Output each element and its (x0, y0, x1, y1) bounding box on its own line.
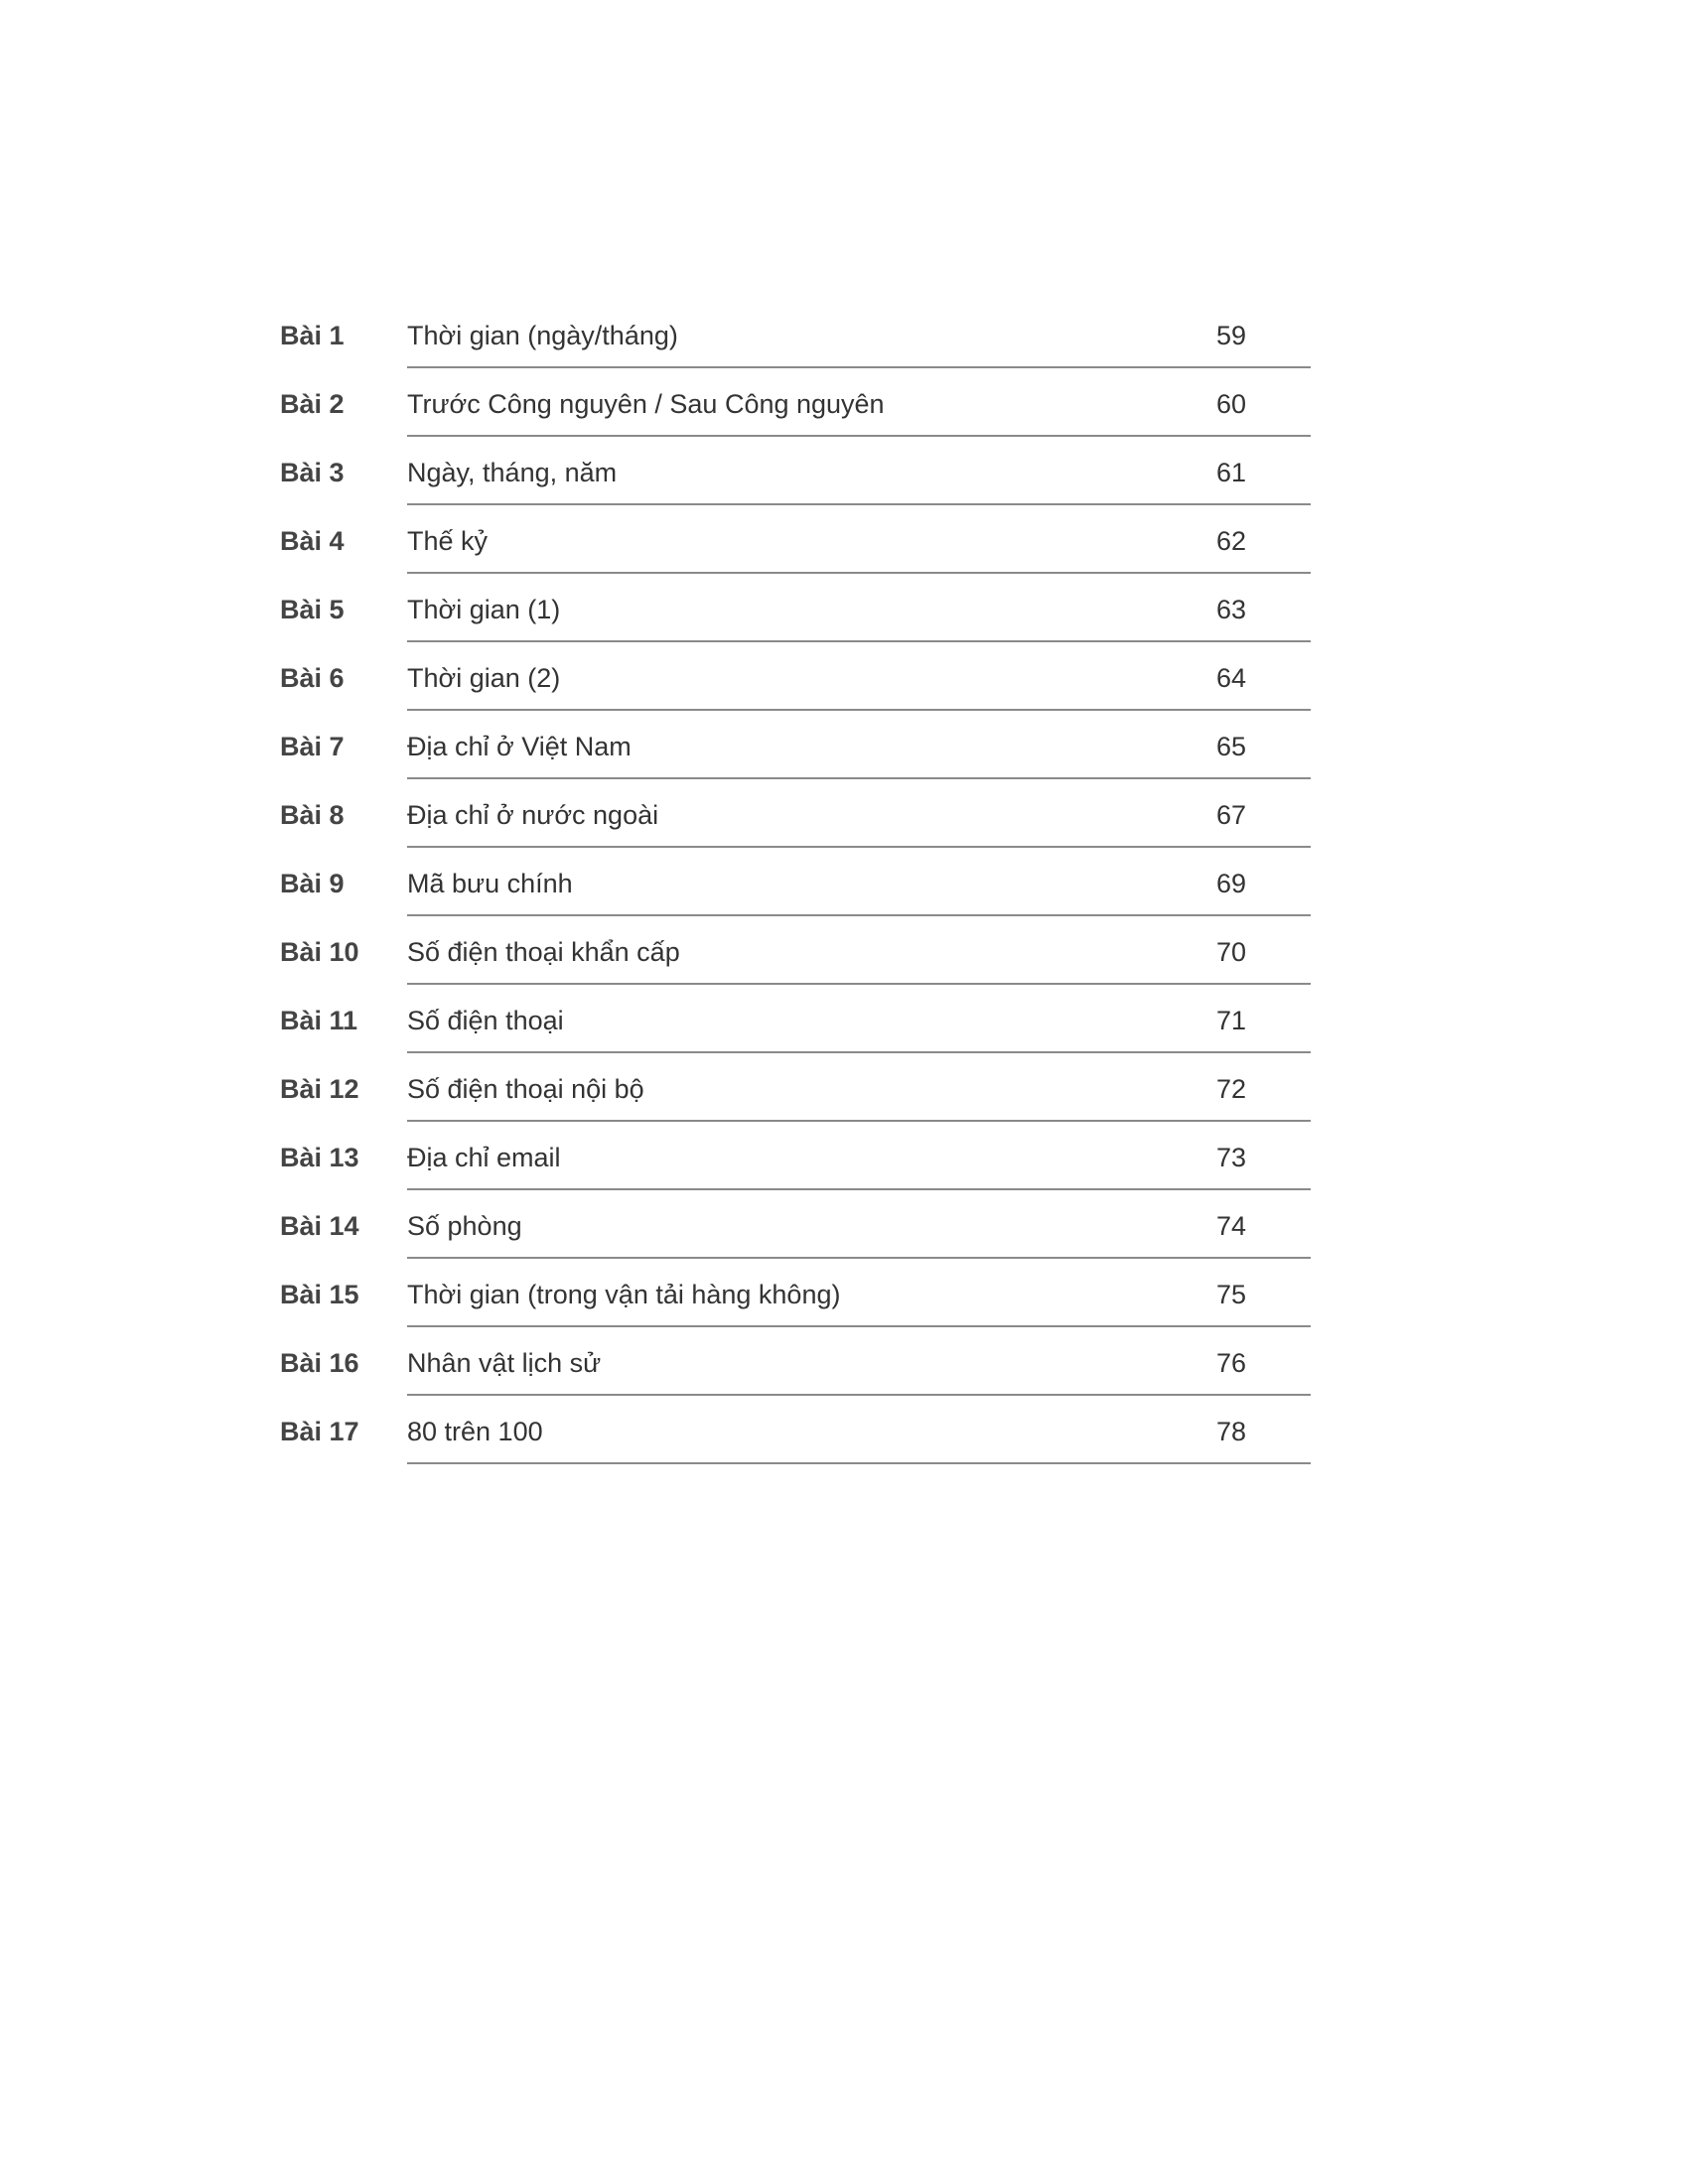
lesson-title: Địa chỉ ở Việt Nam (407, 732, 632, 761)
lesson-number: Bài 3 (280, 458, 345, 487)
toc-row (278, 574, 1311, 642)
toc-row (278, 848, 1311, 916)
lesson-number: Bài 16 (280, 1348, 359, 1378)
lesson-title: Thời gian (trong vận tải hàng không) (407, 1280, 841, 1309)
lesson-title: Số điện thoại (407, 1006, 564, 1035)
page-number: 75 (1216, 1280, 1247, 1309)
lesson-number: Bài 7 (280, 732, 345, 761)
page-number: 65 (1216, 732, 1247, 761)
lesson-title: Trước Công nguyên / Sau Công nguyên (407, 389, 885, 419)
lesson-title: Mã bưu chính (407, 869, 573, 898)
toc-row (278, 711, 1311, 779)
toc-row (278, 916, 1311, 985)
toc-row (278, 1396, 1311, 1464)
lesson-number: Bài 10 (280, 937, 359, 967)
lesson-title: Địa chỉ email (407, 1143, 561, 1172)
lesson-title: Thời gian (1) (407, 595, 561, 624)
lesson-number: Bài 13 (280, 1143, 359, 1172)
toc-row (278, 642, 1311, 711)
page-number: 72 (1216, 1074, 1247, 1104)
page-number: 76 (1216, 1348, 1247, 1378)
lesson-number: Bài 8 (280, 800, 345, 830)
toc-row (278, 1190, 1311, 1259)
page-number: 73 (1216, 1143, 1247, 1172)
toc-row (278, 505, 1311, 574)
table-of-contents (278, 300, 1311, 1464)
toc-row (278, 985, 1311, 1053)
lesson-number: Bài 5 (280, 595, 345, 624)
lesson-number: Bài 1 (280, 321, 345, 350)
lesson-number: Bài 11 (280, 1006, 358, 1035)
lesson-number: Bài 2 (280, 389, 345, 419)
page-number: 71 (1216, 1006, 1247, 1035)
lesson-title: Nhân vật lịch sử (407, 1348, 602, 1378)
page-number: 78 (1216, 1417, 1247, 1446)
lesson-title: Thời gian (2) (407, 663, 561, 693)
page-number: 70 (1216, 937, 1247, 967)
lesson-number: Bài 6 (280, 663, 345, 693)
lesson-title: Thời gian (ngày/tháng) (407, 321, 678, 350)
lesson-title: Thế kỷ (407, 526, 489, 556)
toc-row (278, 368, 1311, 437)
lesson-number: Bài 14 (280, 1211, 359, 1241)
lesson-number: Bài 4 (280, 526, 345, 556)
toc-row (278, 437, 1311, 505)
page-number: 59 (1216, 321, 1247, 350)
page-number: 60 (1216, 389, 1247, 419)
page-number: 67 (1216, 800, 1247, 830)
toc-row (278, 300, 1311, 368)
lesson-title: Địa chỉ ở nước ngoài (407, 800, 659, 830)
toc-row (278, 779, 1311, 848)
page-number: 63 (1216, 595, 1247, 624)
lesson-number: Bài 9 (280, 869, 345, 898)
lesson-title: Số phòng (407, 1211, 522, 1241)
lesson-number: Bài 15 (280, 1280, 359, 1309)
lesson-number: Bài 12 (280, 1074, 359, 1104)
toc-row (278, 1122, 1311, 1190)
page-number: 64 (1216, 663, 1247, 693)
lesson-title: Ngày, tháng, năm (407, 458, 618, 487)
page-number: 62 (1216, 526, 1247, 556)
lesson-title: Số điện thoại khẩn cấp (407, 937, 680, 967)
lesson-number: Bài 17 (280, 1417, 359, 1446)
toc-row (278, 1327, 1311, 1396)
page-number: 74 (1216, 1211, 1247, 1241)
row-divider (407, 1462, 1311, 1464)
toc-row (278, 1053, 1311, 1122)
lesson-title: Số điện thoại nội bộ (407, 1074, 644, 1104)
page-number: 61 (1216, 458, 1247, 487)
lesson-title: 80 trên 100 (407, 1417, 543, 1446)
toc-row (278, 1259, 1311, 1327)
page-number: 69 (1216, 869, 1247, 898)
